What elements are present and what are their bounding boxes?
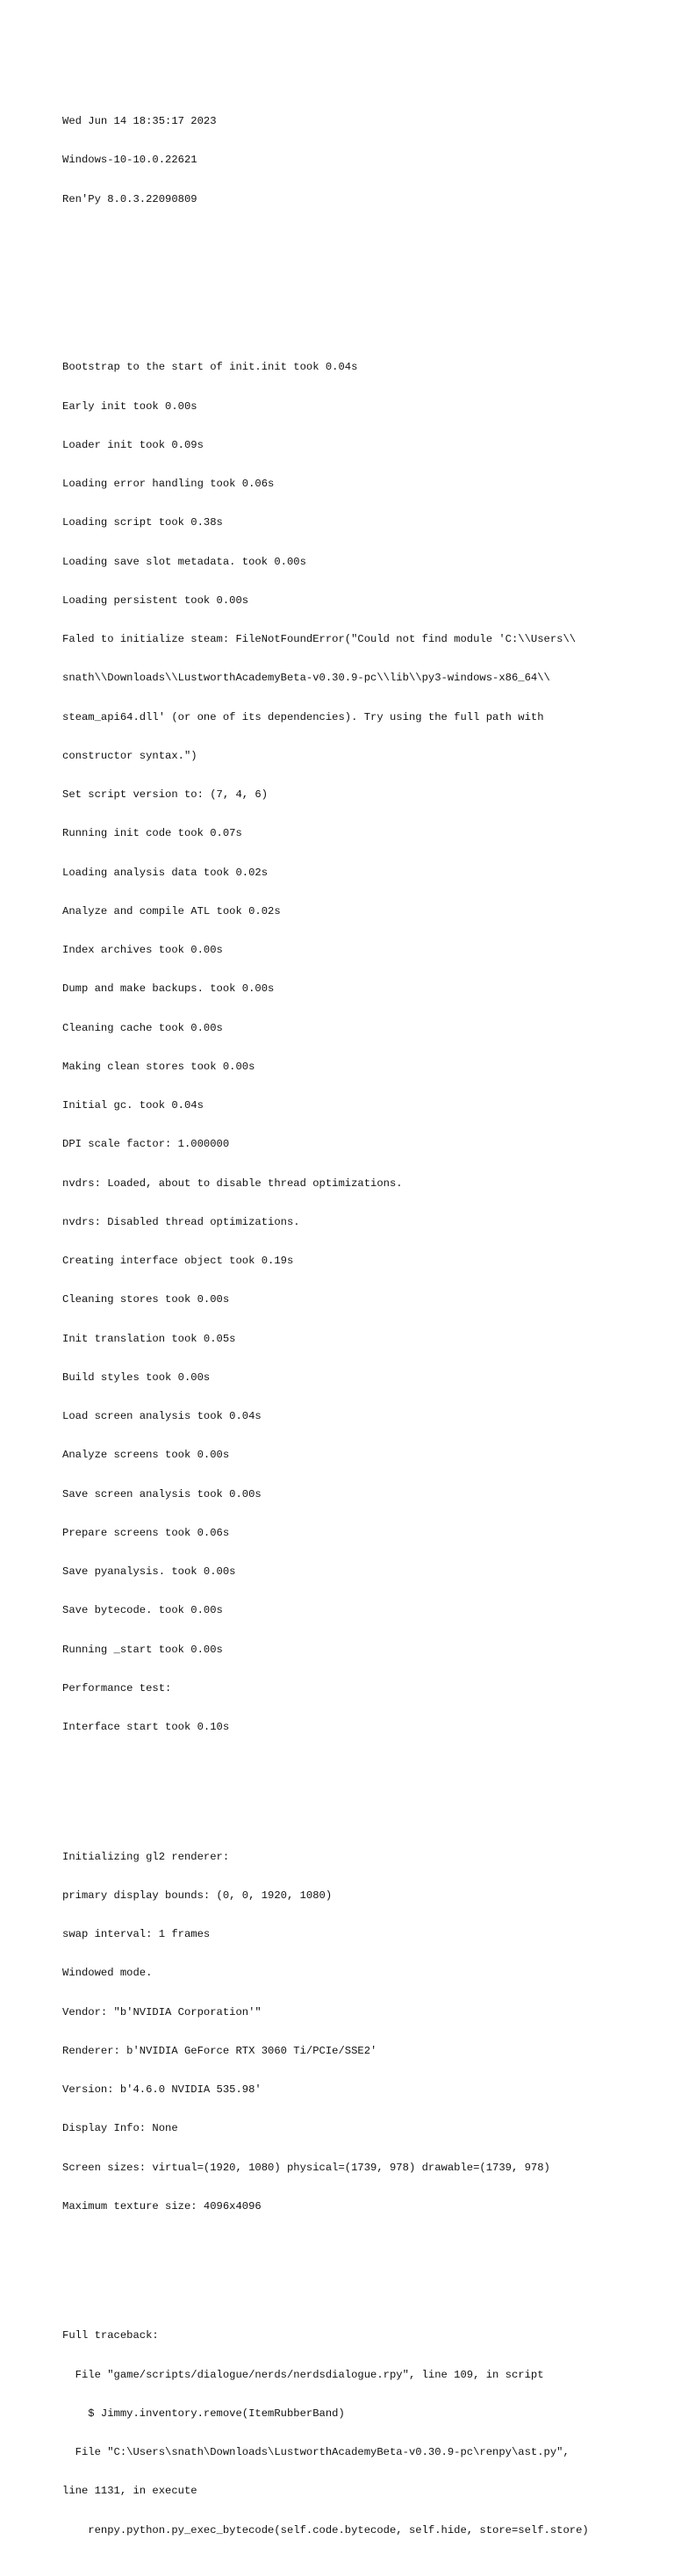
startup-log-block xyxy=(62,335,659,1760)
log-line: DPI scale factor: 1.000000 xyxy=(62,1138,230,1151)
traceback-line: $ Jimmy.inventory.remove(ItemRubberBand) xyxy=(62,2407,345,2420)
log-line: Loading analysis data took 0.02s xyxy=(62,866,269,879)
log-line: constructor syntax.") xyxy=(62,749,197,762)
renderer-line: Renderer: b'NVIDIA GeForce RTX 3060 Ti/PCIe/SSE2' xyxy=(62,2044,377,2057)
renderer-line: Maximum texture size: 4096x4096 xyxy=(62,2199,262,2213)
log-line: Interface start took 0.10s xyxy=(62,1721,230,1733)
log-line: Performance test: xyxy=(62,1681,172,1695)
log-line: Cleaning stores took 0.00s xyxy=(62,1293,230,1306)
log-line: Dump and make backups. took 0.00s xyxy=(62,982,275,996)
log-line: Save screen analysis took 0.00s xyxy=(62,1487,262,1500)
log-line: Save pyanalysis. took 0.00s xyxy=(62,1565,236,1578)
log-line: Index archives took 0.00s xyxy=(62,944,223,956)
log-line: steam_api64.dll' (or one of its dependencies). Try using the full path with xyxy=(62,710,544,723)
log-line: Loading save slot metadata. took 0.00s xyxy=(62,555,306,568)
traceback-line: Full traceback: xyxy=(62,2329,159,2342)
log-line: snath\\Downloads\\LustworthAcademyBeta-v0.30.9-pc\\lib\\py3-windows-x86_64\\ xyxy=(62,672,550,685)
renderer-line: Vendor: "b'NVIDIA Corporation'" xyxy=(62,2005,262,2018)
renderer-line: Screen sizes: virtual=(1920, 1080) physical=(1739, 978) drawable=(1739, 978) xyxy=(62,2161,550,2174)
log-line: nvdrs: Loaded, about to disable thread optimizations. xyxy=(62,1176,403,1190)
traceback-line: renpy.python.py_exec_bytecode(self.code.bytecode, self.hide, store=self.store) xyxy=(62,2523,589,2536)
log-line: Creating interface object took 0.19s xyxy=(62,1255,294,1267)
log-line: Loading error handling took 0.06s xyxy=(62,478,275,490)
os-version-line: Windows-10-10.0.22621 xyxy=(62,154,197,167)
log-line: Loading persistent took 0.00s xyxy=(62,594,249,607)
traceback-line: line 1131, in execute xyxy=(62,2485,197,2498)
log-line: Analyze screens took 0.00s xyxy=(62,1449,230,1462)
renderer-line: Display Info: None xyxy=(62,2122,178,2135)
log-line: Making clean stores took 0.00s xyxy=(62,1060,255,1073)
header-block xyxy=(62,90,659,232)
log-line: Set script version to: (7, 4, 6) xyxy=(62,788,269,801)
log-line: Loader init took 0.09s xyxy=(62,438,204,451)
renpy-version-line: Ren'Py 8.0.3.22090809 xyxy=(62,192,197,205)
traceback-block xyxy=(62,2304,659,2563)
renderer-line: primary display bounds: (0, 0, 1920, 1080) xyxy=(62,1889,333,1902)
log-line: Loading script took 0.38s xyxy=(62,516,223,529)
renderer-line: Windowed mode. xyxy=(62,1967,153,1980)
log-line: Running _start took 0.00s xyxy=(62,1643,223,1656)
log-line: Init translation took 0.05s xyxy=(62,1332,236,1345)
log-document xyxy=(62,63,659,2576)
renderer-line: Initializing gl2 renderer: xyxy=(62,1850,230,1863)
timestamp-line: Wed Jun 14 18:35:17 2023 xyxy=(62,115,217,127)
log-line: Analyze and compile ATL took 0.02s xyxy=(62,904,281,917)
traceback-line: File "C:\Users\snath\Downloads\LustworthAcademyBeta-v0.30.9-pc\renpy\ast.py", xyxy=(62,2446,570,2458)
traceback-line: File "game/scripts/dialogue/nerds/nerdsdialogue.rpy", line 109, in script xyxy=(62,2368,544,2381)
log-line: Build styles took 0.00s xyxy=(62,1371,211,1384)
renderer-line: Version: b'4.6.0 NVIDIA 535.98' xyxy=(62,2083,262,2096)
log-line: nvdrs: Disabled thread optimizations. xyxy=(62,1215,300,1228)
log-line: Bootstrap to the start of init.init took 0.04s xyxy=(62,361,358,374)
log-line: Cleaning cache took 0.00s xyxy=(62,1021,223,1034)
log-line: Save bytecode. took 0.00s xyxy=(62,1604,223,1617)
log-line: Running init code took 0.07s xyxy=(62,827,242,840)
log-line: Early init took 0.00s xyxy=(62,399,197,413)
renderer-info-block xyxy=(62,1824,659,2239)
log-line: Load screen analysis took 0.04s xyxy=(62,1410,262,1422)
log-line: Initial gc. took 0.04s xyxy=(62,1099,204,1112)
log-line: Faled to initialize steam: FileNotFoundError("Could not find module 'C:\\Users\\ xyxy=(62,633,577,645)
log-line: Prepare screens took 0.06s xyxy=(62,1526,230,1539)
renderer-line: swap interval: 1 frames xyxy=(62,1928,211,1940)
